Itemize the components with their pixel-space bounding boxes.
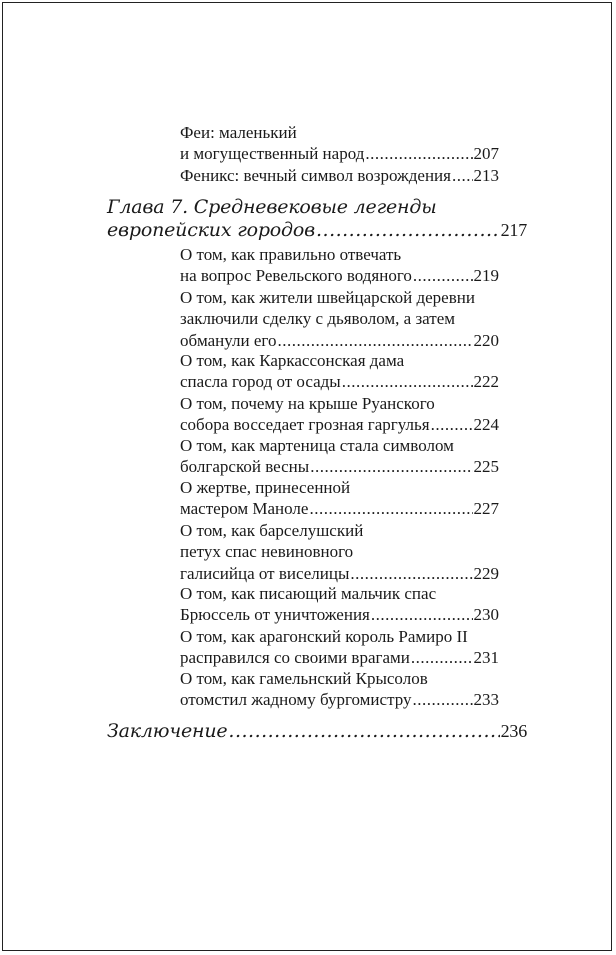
page-number: 217 <box>500 220 527 240</box>
dot-leader <box>431 414 473 435</box>
toc-entry-line: О том, как правильно отвечать <box>180 245 402 264</box>
toc-entry-line: О том, как жители швейцарской деревни <box>180 288 475 307</box>
toc-entry[interactable] <box>180 244 499 287</box>
toc-entry-line: спасла город от осады <box>180 372 341 392</box>
toc-entry-line: петух спас невиновного <box>180 542 354 562</box>
dot-leader <box>411 647 473 668</box>
toc-entry[interactable] <box>180 477 499 520</box>
toc-entry-line: и могущественный народ <box>180 144 365 164</box>
toc-entry[interactable] <box>180 435 499 478</box>
page-number: 233 <box>473 690 499 710</box>
toc-entry-feи[interactable] <box>180 122 499 165</box>
page-number: 227 <box>473 499 499 519</box>
toc-entry[interactable] <box>180 520 499 584</box>
toc-entry[interactable] <box>180 287 499 351</box>
dot-leader <box>316 219 500 242</box>
dot-leader <box>413 265 473 286</box>
toc-entry-line: болгарской весны <box>180 457 310 477</box>
dot-leader <box>228 720 499 743</box>
toc-entry-line: отомстил жадному бургомистру <box>180 690 412 710</box>
conclusion-entry[interactable] <box>107 720 527 743</box>
page-number: 220 <box>473 330 499 350</box>
toc-entry[interactable] <box>180 350 499 393</box>
dot-leader <box>452 165 473 186</box>
chapter-title-line: европейских городов <box>107 219 315 241</box>
toc-entry-line: заключили сделку с дьяволом, а затем <box>180 309 455 329</box>
page-number: 231 <box>473 648 499 668</box>
page-number: 219 <box>473 266 499 286</box>
toc-entry-line: О том, как Каркассонская дама <box>180 351 405 370</box>
toc-entry-line: О том, как гамельнский Крысолов <box>180 669 428 688</box>
toc-entry[interactable] <box>180 393 499 436</box>
dot-leader <box>365 143 472 164</box>
dot-leader <box>277 330 472 351</box>
page-number: 225 <box>473 457 499 477</box>
page-number: 236 <box>500 721 527 741</box>
toc-entry-line: обманули его <box>180 330 277 350</box>
chapter-heading[interactable] <box>107 196 527 242</box>
chapter-title-line: Глава 7. Средневековые легенды <box>107 196 437 218</box>
toc-entry-line: на вопрос Ревельского водяного <box>180 266 412 286</box>
page-number: 222 <box>473 372 499 392</box>
page-number: 207 <box>473 144 499 164</box>
page-number: 229 <box>473 563 499 583</box>
toc-entry-phoenix[interactable] <box>180 165 499 186</box>
dot-leader <box>371 604 473 625</box>
dot-leader <box>412 689 472 710</box>
toc-entry[interactable] <box>180 668 499 711</box>
toc-entry-line: собора восседает грозная гаргулья <box>180 415 430 435</box>
dot-leader <box>342 371 473 392</box>
dot-leader <box>350 563 472 584</box>
toc-entry-line: Брюссель от уничтожения <box>180 605 370 625</box>
toc-entry-line: О том, как барселушский <box>180 521 364 540</box>
toc-entry-line: О жертве, принесенной <box>180 478 351 497</box>
page-number: 230 <box>473 605 499 625</box>
toc-entry-line: мастером Маноле <box>180 499 309 519</box>
dot-leader <box>309 498 472 519</box>
toc-entry-line: О том, как мартеница стала символом <box>180 436 454 455</box>
page-number: 224 <box>473 415 499 435</box>
toc-entry-line: Феникс: вечный символ возрождения <box>180 166 451 185</box>
toc-entry[interactable] <box>180 626 499 669</box>
toc-entry-line: О том, почему на крыше Руанского <box>180 394 435 413</box>
page-number: 213 <box>473 166 499 185</box>
chapter-title-line: Заключение <box>107 720 228 742</box>
toc-entry-line: О том, как писающий мальчик спас <box>180 584 437 603</box>
toc-entry-line: О том, как арагонский король Рамиро II <box>180 627 468 646</box>
toc-entry-line: Феи: маленький <box>180 123 297 142</box>
toc-entry-line: галисийца от виселицы <box>180 563 350 583</box>
dot-leader <box>310 456 472 477</box>
toc-entry-line: расправился со своими врагами <box>180 648 410 668</box>
toc-entry[interactable] <box>180 583 499 626</box>
